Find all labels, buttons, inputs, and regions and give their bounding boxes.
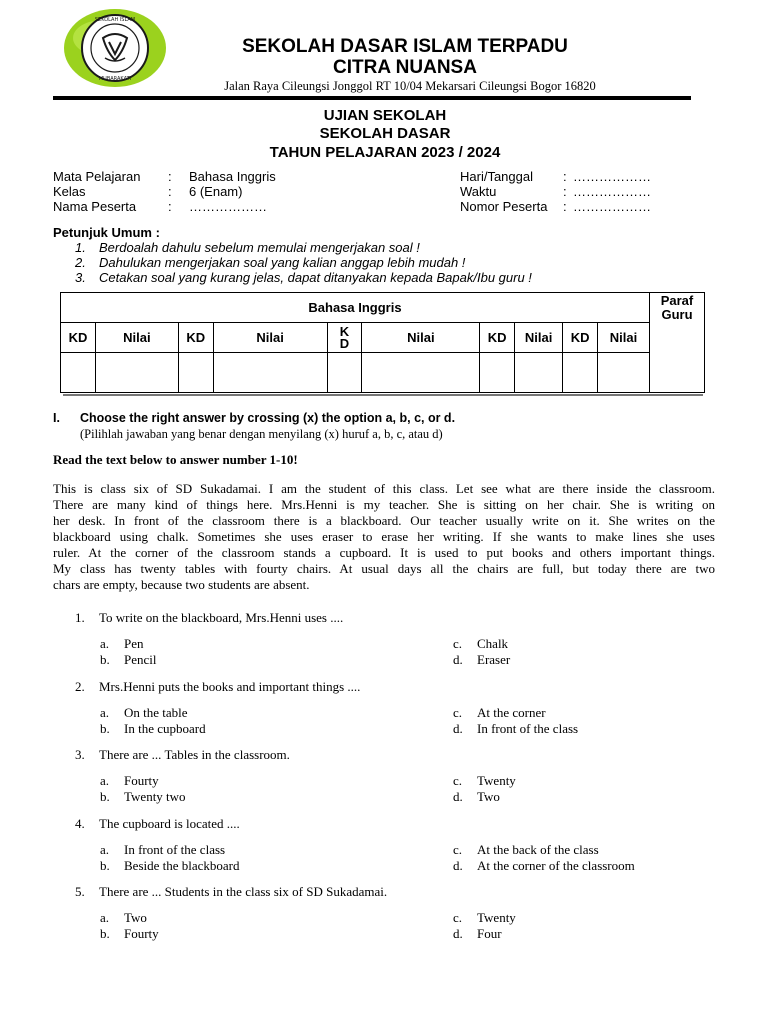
option-b[interactable] [100, 652, 157, 668]
table-header-cell: KD [61, 323, 96, 353]
option-c[interactable] [453, 842, 599, 858]
exam-year: TAHUN PELAJARAN 2023 / 2024 [269, 144, 501, 161]
option-letter: c. [453, 773, 463, 788]
instructions-title: Petunjuk Umum : [53, 225, 160, 240]
option-c[interactable] [453, 773, 516, 789]
option-text: At the back of the class [477, 842, 599, 857]
option-letter: a. [100, 842, 110, 857]
info-colon: : [168, 169, 172, 184]
option-c[interactable] [453, 910, 516, 926]
table-header-cell: K D [327, 323, 362, 353]
passage-line: ruler. At the corner of the classroom stands a cupboard. It is used to put books and others important things. [53, 545, 715, 560]
info-label: Nomor Peserta [460, 199, 548, 214]
option-a[interactable] [100, 910, 147, 926]
exam-level: SEKOLAH DASAR [319, 125, 451, 142]
option-text: In the cupboard [124, 721, 206, 736]
option-text: In front of the class [477, 721, 579, 736]
option-a[interactable] [100, 636, 144, 652]
option-letter: d. [453, 926, 463, 941]
option-d[interactable] [453, 652, 510, 668]
option-letter: a. [100, 910, 110, 925]
passage-line: her desk. In front of the classroom there is a blackboard. Our teacher usually write on it. She writes on the [53, 513, 715, 528]
info-label: Waktu [460, 184, 497, 199]
instructions-list [75, 240, 532, 285]
question-stem [75, 610, 343, 626]
option-letter: b. [100, 652, 110, 667]
school-name-line2: CITRA NUANSA [333, 57, 477, 78]
info-name [53, 199, 276, 214]
option-letter: d. [453, 858, 463, 873]
passage-line: blackboard using chalk. Sometimes she uses eraser to erase her writing. If she wants to make lines she uses [53, 529, 715, 544]
question-text: Mrs.Henni puts the books and important things .... [99, 679, 361, 694]
question-text: The cupboard is located .... [99, 816, 240, 831]
option-letter: a. [100, 773, 110, 788]
passage-line: There are many kind of things here. Mrs.Henni is my teacher. She is sitting on her chair. She is writing on [53, 497, 715, 512]
instruction-number: 2. [75, 255, 86, 270]
info-subject [53, 169, 276, 184]
table-header-cell: Nilai [95, 323, 178, 353]
info-value: Bahasa Inggris [189, 169, 276, 184]
info-colon: : [563, 184, 567, 199]
question-text: To write on the blackboard, Mrs.Henni uses .... [99, 610, 344, 625]
option-c[interactable] [453, 705, 546, 721]
option-d[interactable] [453, 858, 635, 874]
question-number: 1. [75, 610, 85, 625]
info-colon: : [563, 199, 567, 214]
table-empty-cell [213, 353, 327, 393]
option-text: On the table [124, 705, 188, 720]
school-address: Jalan Raya Cileungsi Jonggol RT 10/04 Mekarsari Cileungsi Bogor 16820 [224, 79, 596, 93]
option-text: Four [477, 926, 502, 941]
section-number: I. [53, 411, 60, 425]
table-empty-cell [61, 353, 96, 393]
option-text: Twenty [477, 773, 516, 788]
info-value: ……………… [189, 199, 267, 214]
option-letter: c. [453, 842, 463, 857]
info-participant-number [460, 199, 651, 214]
option-letter: c. [453, 636, 463, 651]
option-letter: d. [453, 652, 463, 667]
option-b[interactable] [100, 858, 240, 874]
option-letter: b. [100, 721, 110, 736]
info-label: Kelas [53, 184, 86, 199]
svg-text:MUBARAKATI: MUBARAKATI [98, 76, 132, 82]
question-text: There are ... Students in the class six of SD Sukadamai. [99, 884, 388, 899]
table-header-cell: Nilai [213, 323, 327, 353]
info-class [53, 184, 276, 199]
option-letter: a. [100, 705, 110, 720]
info-label: Hari/Tanggal [460, 169, 533, 184]
passage-line: My class has twenty tables with fourty chairs. At usual days all the chairs are full, but today there are two [53, 561, 715, 576]
question-stem [75, 884, 387, 900]
question-number: 3. [75, 747, 85, 762]
option-text: Eraser [477, 652, 511, 667]
info-label: Nama Peserta [53, 199, 137, 214]
table-empty-cell [480, 353, 515, 393]
option-text: Pen [124, 636, 144, 651]
info-label: Mata Pelajaran [53, 169, 141, 184]
instruction-number: 1. [75, 240, 86, 255]
option-letter: b. [100, 858, 110, 873]
table-paraf-header: Paraf Guru [649, 293, 704, 393]
option-text: Fourty [124, 773, 159, 788]
option-a[interactable] [100, 773, 159, 789]
option-letter: b. [100, 926, 110, 941]
info-value: 6 (Enam) [189, 184, 243, 199]
passage-line: chars are empty, because two students are absent. [53, 577, 310, 592]
option-d[interactable] [453, 926, 502, 942]
info-value: ……………… [573, 199, 651, 214]
option-a[interactable] [100, 842, 225, 858]
info-value: ……………… [573, 184, 651, 199]
option-text: Fourty [124, 926, 159, 941]
option-text: At the corner of the classroom [477, 858, 635, 873]
option-letter: a. [100, 636, 110, 651]
table-header-cell: Nilai [362, 323, 480, 353]
passage-line: This is class six of SD Sukadamai. I am the student of this class. Let see what are there inside the classroom. [53, 481, 715, 496]
question-number: 5. [75, 884, 85, 899]
option-letter: c. [453, 910, 463, 925]
option-text: Two [477, 789, 500, 804]
table-header-cell: KD [178, 323, 213, 353]
table-empty-cell [362, 353, 480, 393]
question-stem [75, 816, 240, 832]
info-right [460, 169, 651, 214]
reading-instruction: Read the text below to answer number 1-10! [53, 452, 298, 467]
exam-title: UJIAN SEKOLAH [323, 107, 447, 124]
table-header-cell: Nilai [515, 323, 563, 353]
option-letter: c. [453, 705, 463, 720]
option-d[interactable] [453, 721, 578, 737]
option-b[interactable] [100, 789, 186, 805]
score-table [60, 292, 705, 393]
option-d[interactable] [453, 789, 500, 805]
section-instruction: Choose the right answer by crossing (x) the option a, b, c, or d. [80, 411, 456, 425]
instruction-item [75, 270, 532, 285]
info-colon: : [168, 199, 172, 214]
instruction-text: Cetakan soal yang kurang jelas, dapat ditanyakan kepada Bapak/Ibu guru ! [99, 270, 532, 285]
question-text: There are ... Tables in the classroom. [99, 747, 290, 762]
table-empty-cell [327, 353, 362, 393]
option-text: Chalk [477, 636, 509, 651]
table-subject-header: Bahasa Inggris [61, 293, 650, 323]
table-shadow [63, 394, 703, 396]
info-colon: : [168, 184, 172, 199]
school-name-line1: SEKOLAH DASAR ISLAM TERPADU [242, 36, 568, 57]
instruction-item [75, 240, 532, 255]
svg-text:SEKOLAH ISLAM: SEKOLAH ISLAM [94, 17, 136, 23]
option-letter: b. [100, 789, 110, 804]
info-colon: : [563, 169, 567, 184]
option-b[interactable] [100, 926, 159, 942]
option-text: At the corner [477, 705, 546, 720]
info-value: ……………… [573, 169, 651, 184]
option-c[interactable] [453, 636, 508, 652]
table-empty-cell [95, 353, 178, 393]
question-number: 4. [75, 816, 85, 831]
info-time [460, 184, 651, 199]
question-number: 2. [75, 679, 85, 694]
option-b[interactable] [100, 721, 206, 737]
table-header-cell: KD [480, 323, 515, 353]
option-text: In front of the class [124, 842, 226, 857]
table-header-cell: KD [563, 323, 598, 353]
question-stem [75, 679, 360, 695]
info-date [460, 169, 651, 184]
option-text: Twenty two [124, 789, 186, 804]
header-divider [53, 96, 691, 100]
info-left [53, 169, 276, 214]
option-letter: d. [453, 721, 463, 736]
instruction-number: 3. [75, 270, 86, 285]
option-text: Beside the blackboard [124, 858, 240, 873]
table-empty-cell [515, 353, 563, 393]
question-stem [75, 747, 290, 763]
option-text: Pencil [124, 652, 157, 667]
instruction-text: Berdoalah dahulu sebelum memulai mengerjakan soal ! [99, 240, 420, 255]
instruction-item [75, 255, 532, 270]
option-text: Two [124, 910, 147, 925]
instruction-text: Dahulukan mengerjakan soal yang kalian anggap lebih mudah ! [99, 255, 466, 270]
table-empty-cell [178, 353, 213, 393]
option-a[interactable] [100, 705, 188, 721]
option-letter: d. [453, 789, 463, 804]
option-text: Twenty [477, 910, 516, 925]
table-empty-cell [563, 353, 598, 393]
reading-passage [53, 481, 715, 593]
section-sub-instruction: (Pilihlah jawaban yang benar dengan menyilang (x) huruf a, b, c, atau d) [80, 427, 443, 441]
table-empty-cell [598, 353, 650, 393]
table-header-cell: Nilai [598, 323, 650, 353]
